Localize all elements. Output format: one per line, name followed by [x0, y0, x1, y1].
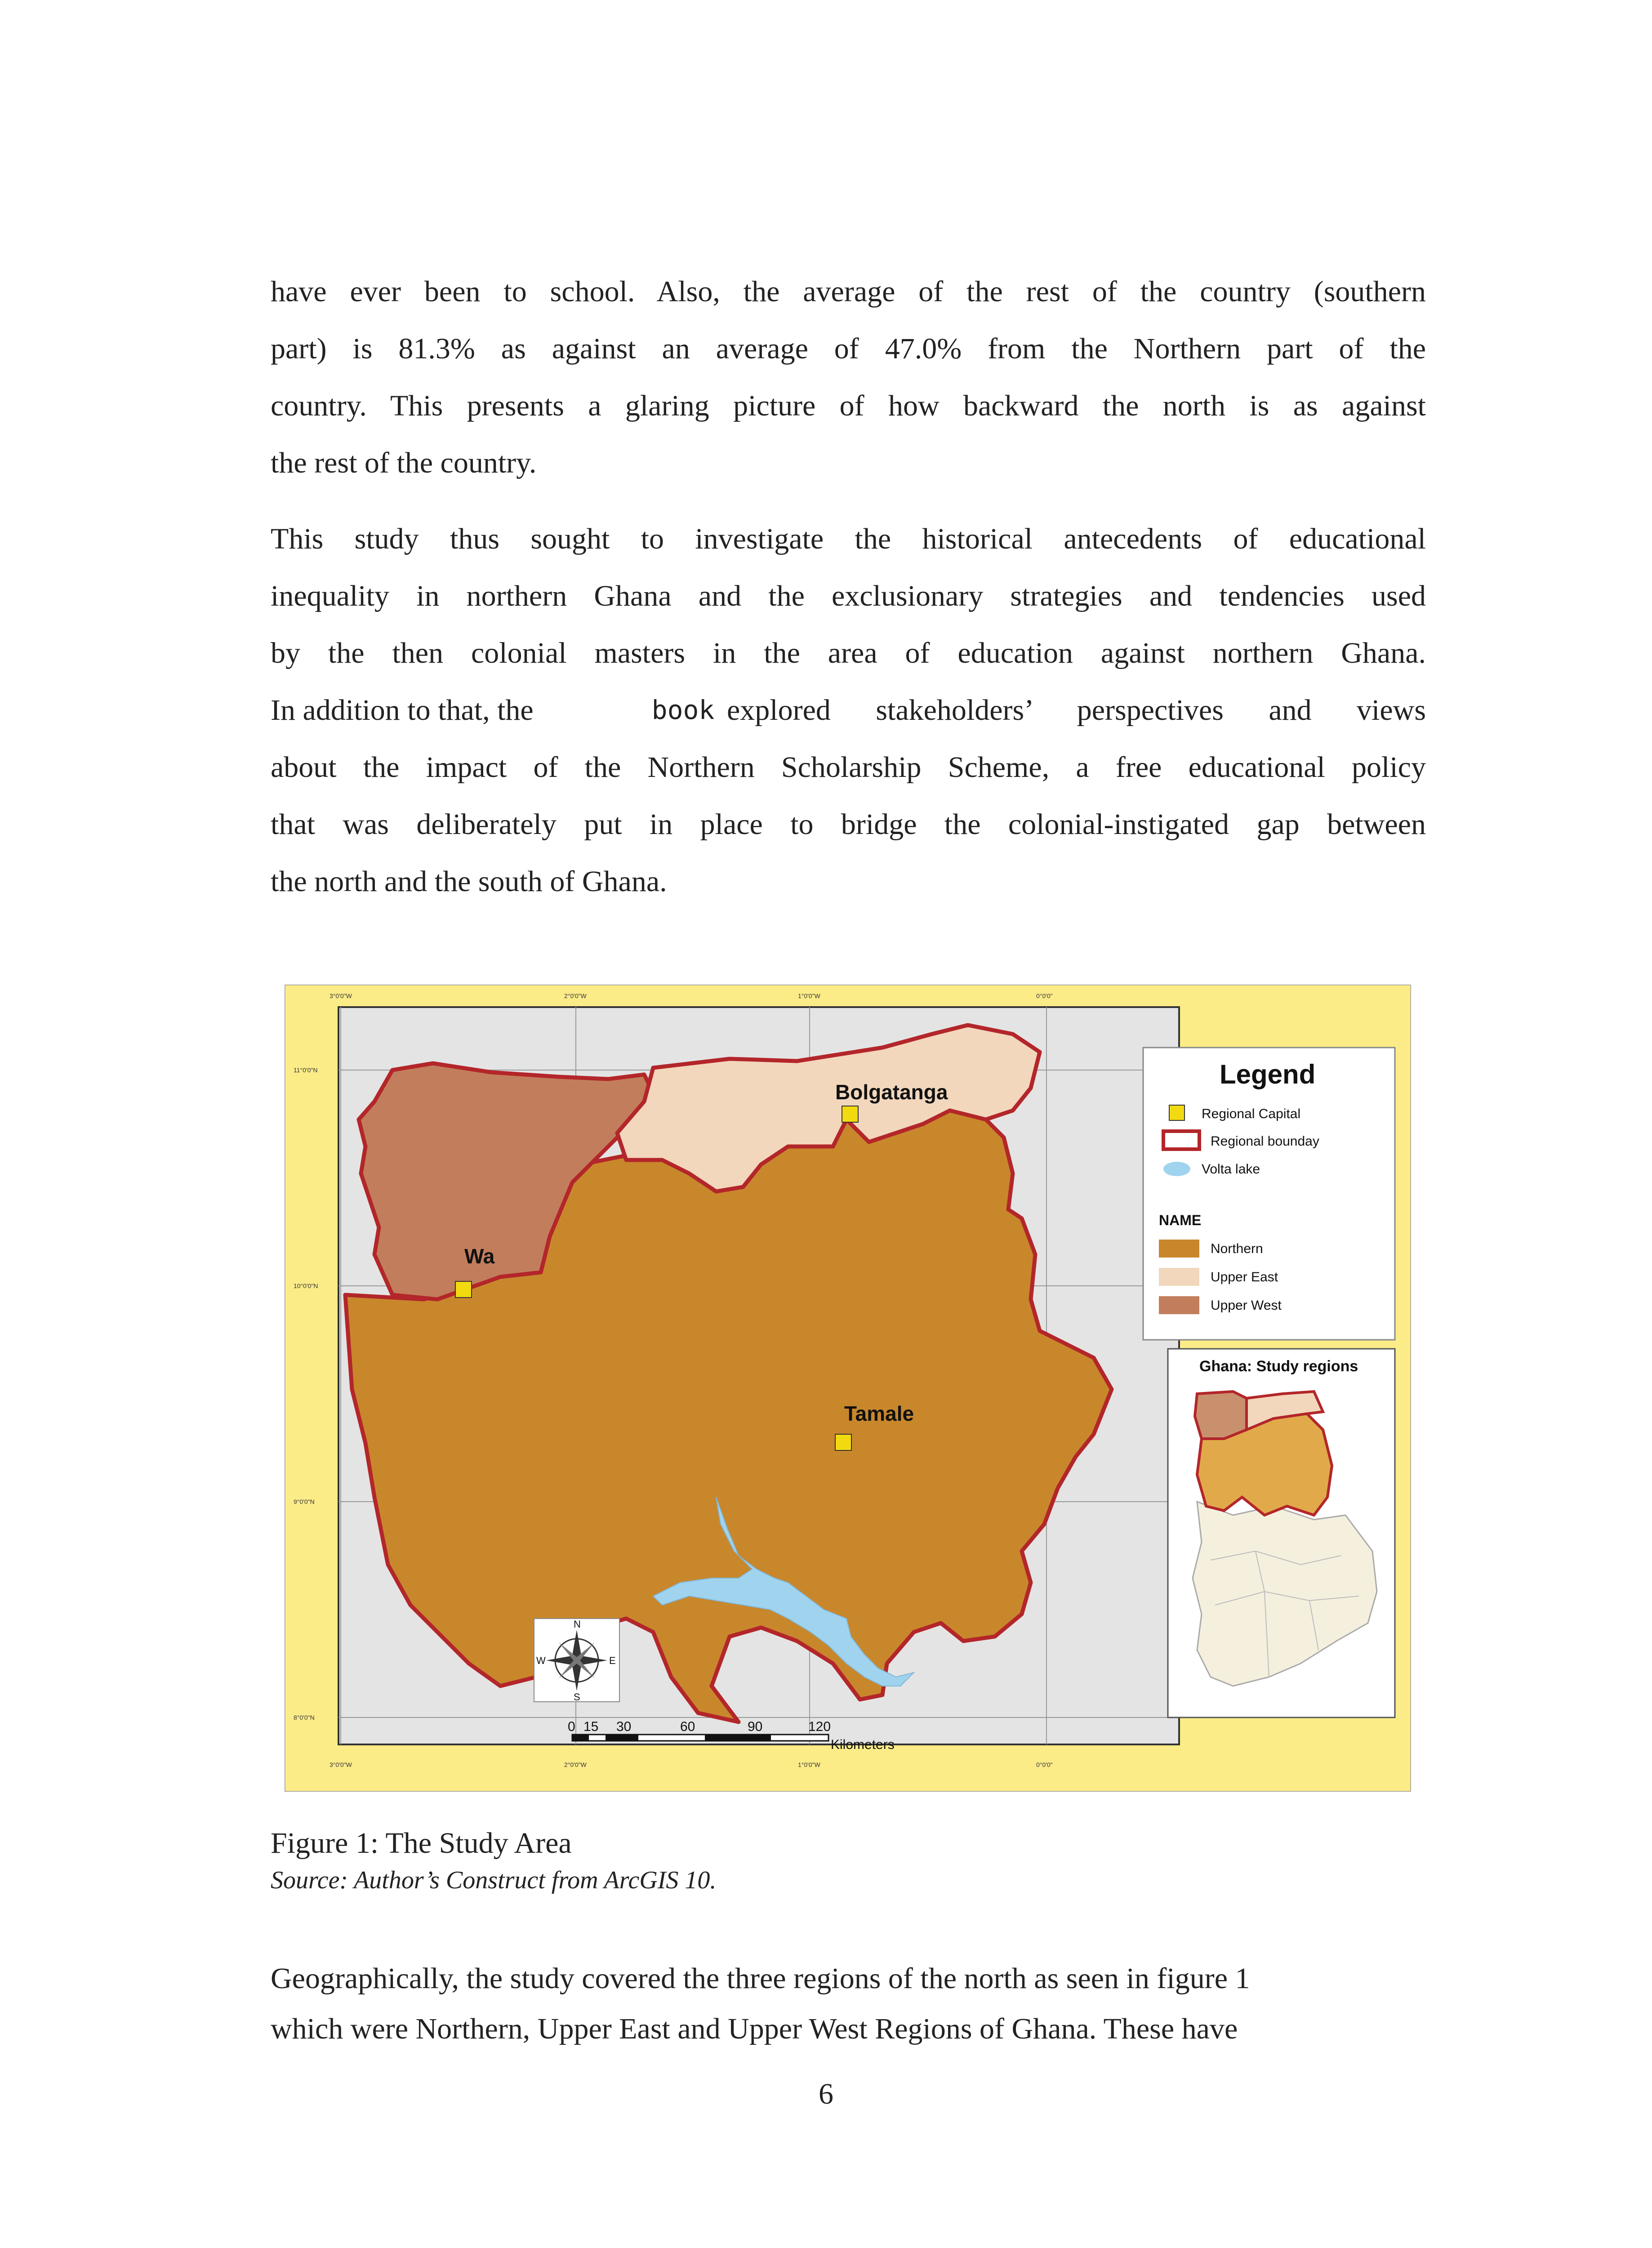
study-area-map: [285, 985, 1411, 1792]
text-line: This study thus sought to investigate the historical antecedents of educational: [271, 522, 1426, 555]
text-line: about the impact of the Northern Scholarship Scheme, a free educational policy: [271, 751, 1426, 784]
scale-tick: 60: [680, 1719, 695, 1734]
lat-label: 10°0'0"N: [294, 1282, 318, 1289]
scale-tick: 15: [583, 1719, 599, 1734]
compass-e: E: [609, 1655, 616, 1666]
lon-label: 0°0'0": [1036, 1761, 1053, 1768]
text-line: part) is 81.3% as against an average of 47.0% from the Northern part of the: [271, 332, 1426, 365]
paragraph-2: [271, 510, 1426, 910]
legend-item: Upper East: [1211, 1270, 1278, 1285]
lat-label: 11°0'0"N: [294, 1066, 318, 1074]
legend-item: Regional bounday: [1211, 1134, 1319, 1149]
inset-map: [1168, 1349, 1395, 1717]
text-segment: explored stakeholders’ perspectives and views: [727, 694, 1426, 727]
scale-tick: 30: [616, 1719, 632, 1734]
map-legend: [1143, 1048, 1395, 1340]
lat-label: 9°0'0"N: [294, 1498, 315, 1505]
capital-marker-tamale: [835, 1434, 851, 1450]
scale-tick: 0: [568, 1719, 575, 1734]
inset-title: Ghana: Study regions: [1199, 1358, 1358, 1375]
legend-item: Volta lake: [1202, 1162, 1260, 1177]
text-line: that was deliberately put in place to bridge the colonial-instigated gap between: [271, 808, 1426, 841]
scale-tick: 90: [748, 1719, 763, 1734]
book-word: book: [651, 695, 715, 725]
text-line: [271, 682, 1426, 739]
scale-unit: Kilometers: [831, 1737, 895, 1752]
text-line: the rest of the country.: [271, 446, 537, 479]
legend-item: Regional Capital: [1202, 1106, 1301, 1121]
legend-heading: NAME: [1159, 1212, 1202, 1228]
compass-s: S: [574, 1691, 580, 1703]
legend-title: Legend: [1220, 1059, 1316, 1089]
figure-caption: Figure 1: The Study Area: [271, 1827, 572, 1860]
paragraph-3: [271, 1954, 1426, 2054]
city-label-wa: Wa: [464, 1244, 495, 1268]
text-line: the north and the south of Ghana.: [271, 865, 667, 898]
lon-label: 0°0'0": [1036, 992, 1053, 999]
compass-n: N: [574, 1619, 581, 1630]
text-line: inequality in northern Ghana and the exclusionary strategies and tendencies used: [271, 580, 1426, 612]
north-arrow: [534, 1619, 619, 1703]
text-line: which were Northern, Upper East and Upper West Regions of Ghana. These have: [271, 2012, 1238, 2045]
scale-tick: 120: [808, 1719, 831, 1734]
legend-item: Northern: [1211, 1241, 1263, 1256]
capital-marker-bolgatanga: [842, 1106, 858, 1122]
lon-label: 3°0'0"W: [330, 1761, 352, 1768]
figure-source: Source: Author’s Construct from ArcGIS 10.: [271, 1866, 717, 1894]
text-line: have ever been to school. Also, the average of the rest of the country (southern: [271, 275, 1426, 308]
compass-w: W: [536, 1655, 546, 1666]
lon-label: 2°0'0"W: [564, 992, 587, 999]
text-line: by the then colonial masters in the area of education against northern Ghana.: [271, 637, 1426, 669]
lon-label: 3°0'0"W: [330, 992, 352, 999]
page-number: 6: [819, 2078, 833, 2110]
lon-label: 1°0'0"W: [798, 992, 820, 999]
inset-upper-west: [1195, 1392, 1247, 1439]
text-line: Geographically, the study covered the three regions of the north as seen in figure 1: [271, 1962, 1250, 1995]
paragraph-1: [271, 263, 1426, 491]
capital-marker-wa: [455, 1281, 472, 1298]
city-label-tamale: Tamale: [844, 1402, 914, 1425]
lat-label: 8°0'0"N: [294, 1714, 315, 1721]
legend-item: Upper West: [1211, 1298, 1282, 1313]
lon-label: 1°0'0"W: [798, 1761, 820, 1768]
lon-label: 2°0'0"W: [564, 1761, 587, 1768]
city-label-bolgatanga: Bolgatanga: [835, 1080, 948, 1104]
text-segment: In addition to that, the: [271, 694, 534, 727]
text-line: country. This presents a glaring picture of how backward the north is as against: [271, 389, 1426, 422]
